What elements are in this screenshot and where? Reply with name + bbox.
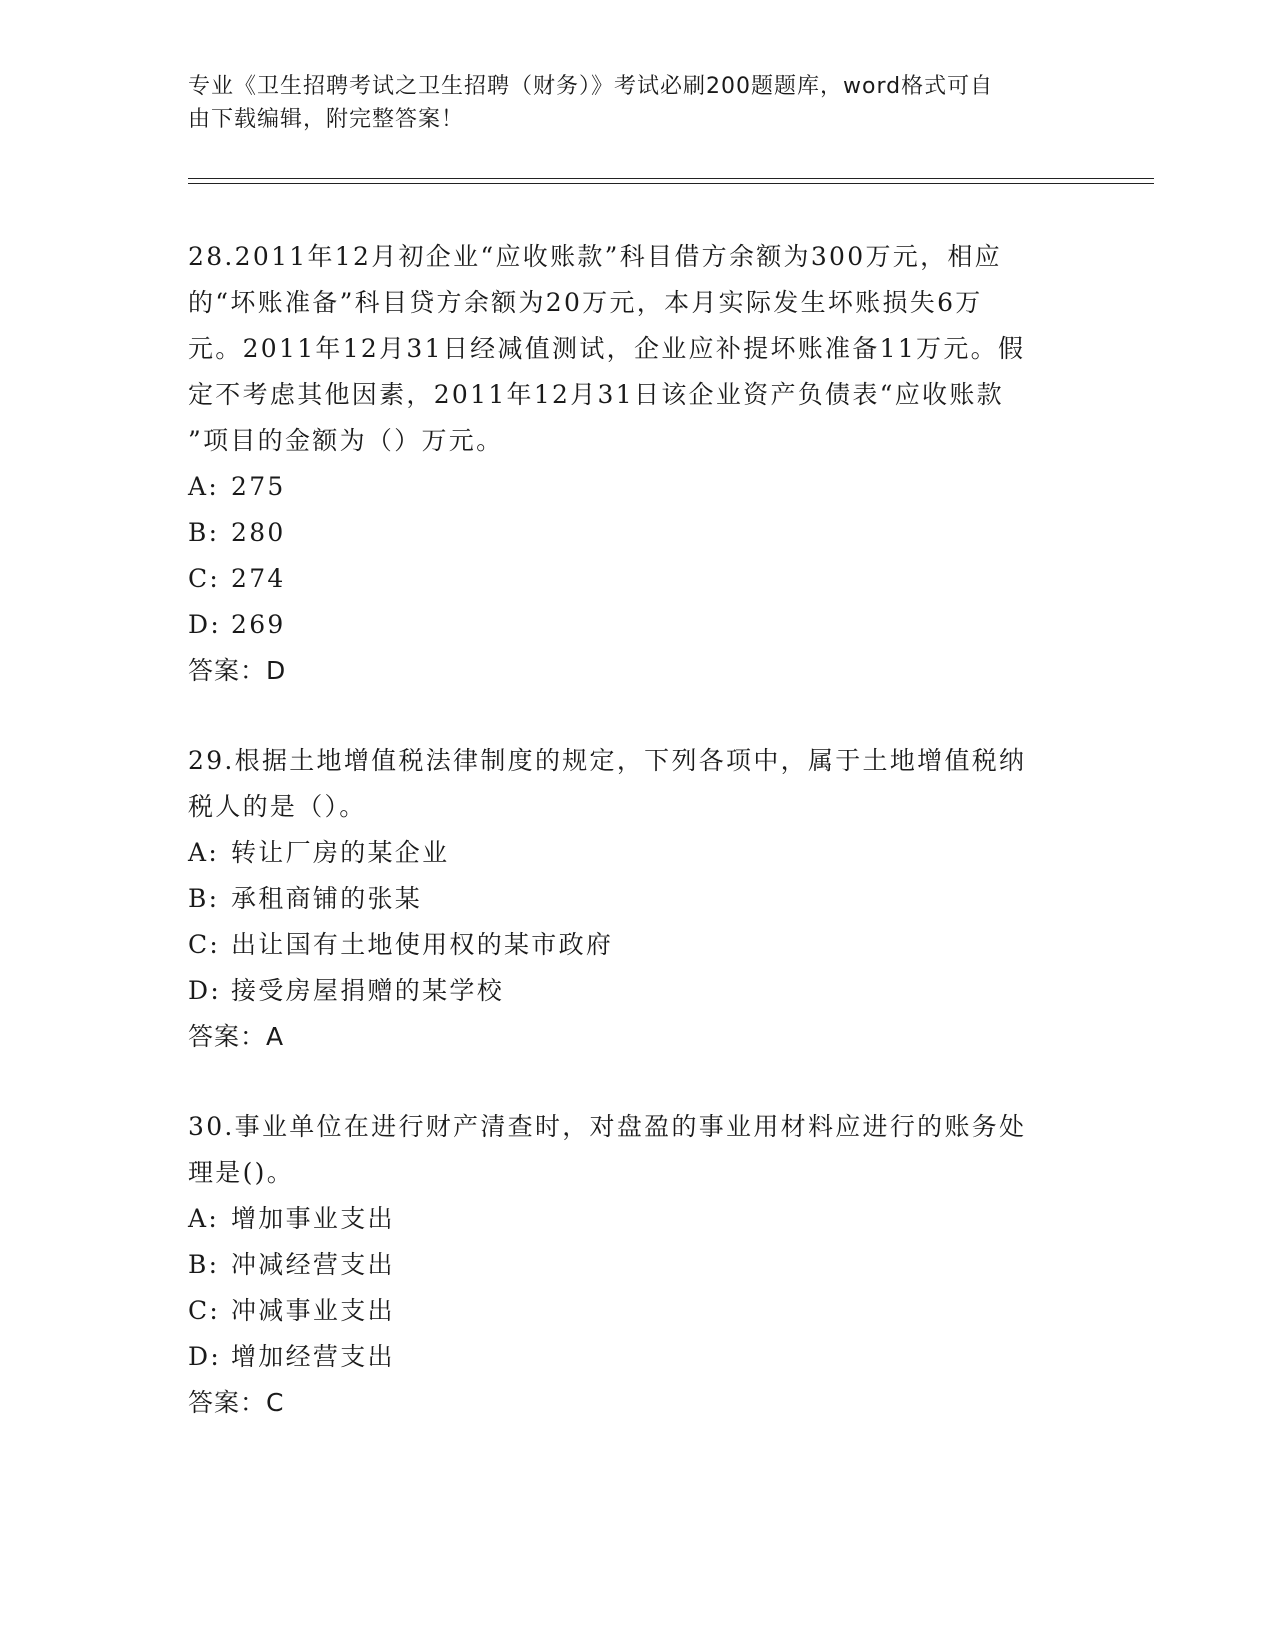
- question-29: [188, 738, 1088, 1060]
- question-stem: [188, 738, 1088, 830]
- option-a: [188, 464, 1088, 510]
- option-text: 274: [231, 564, 286, 593]
- option-text: 接受房屋捐赠的某学校: [231, 976, 505, 1005]
- stem-line: 定不考虑其他因素，2011年12月31日该企业资产负债表“应收账款: [188, 380, 1004, 409]
- option-letter: B:: [188, 518, 220, 547]
- header-line-2: 由下载编辑，附完整答案！: [188, 107, 465, 132]
- stem-line: ”项目的金额为（）万元。: [188, 426, 504, 455]
- option-text: 冲减经营支出: [231, 1250, 395, 1279]
- option-letter: D:: [188, 976, 222, 1005]
- answer-line: 答案：A: [188, 1022, 285, 1051]
- stem-line: 30.事业单位在进行财产清查时，对盘盈的事业用材料应进行的账务处: [188, 1112, 1027, 1141]
- option-letter: B:: [188, 1250, 220, 1279]
- option-text: 冲减事业支出: [231, 1296, 395, 1325]
- stem-line: 元。2011年12月31日经减值测试，企业应补提坏账准备11万元。假: [188, 334, 1026, 363]
- option-b: [188, 876, 1088, 922]
- stem-line: 税人的是（）。: [188, 792, 367, 821]
- option-text: 转让厂房的某企业: [231, 838, 450, 867]
- option-d: [188, 1334, 1088, 1380]
- option-text: 280: [231, 518, 286, 547]
- option-text: 出让国有土地使用权的某市政府: [231, 930, 614, 959]
- question-30: [188, 1104, 1088, 1426]
- question-stem: [188, 234, 1088, 464]
- option-text: 275: [231, 472, 286, 501]
- stem-line: 的“坏账准备”科目贷方余额为20万元，本月实际发生坏账损失6万: [188, 288, 983, 317]
- option-text: 增加经营支出: [231, 1342, 395, 1371]
- option-b: [188, 1242, 1088, 1288]
- option-a: [188, 1196, 1088, 1242]
- option-letter: A:: [188, 472, 220, 501]
- option-d: [188, 602, 1088, 648]
- option-b: [188, 510, 1088, 556]
- stem-line: 理是()。: [188, 1158, 295, 1187]
- option-letter: A:: [188, 1204, 220, 1233]
- question-stem: [188, 1104, 1088, 1196]
- stem-line: 29.根据土地增值税法律制度的规定，下列各项中，属于土地增值税纳: [188, 746, 1027, 775]
- option-letter: C:: [188, 1296, 221, 1325]
- question-28: [188, 234, 1088, 694]
- option-c: [188, 1288, 1088, 1334]
- option-letter: C:: [188, 564, 221, 593]
- stem-line: 28.2011年12月初企业“应收账款”科目借方余额为300万元，相应: [188, 242, 1002, 271]
- option-c: [188, 922, 1088, 968]
- document-header: [188, 70, 1068, 136]
- header-line-1: 专业《卫生招聘考试之卫生招聘（财务）》考试必刷200题题库，word格式可自: [188, 74, 994, 99]
- option-letter: D:: [188, 1342, 222, 1371]
- answer-line: 答案：D: [188, 656, 287, 685]
- option-d: [188, 968, 1088, 1014]
- option-text: 承租商铺的张某: [231, 884, 423, 913]
- option-letter: C:: [188, 930, 221, 959]
- answer-line: 答案：C: [188, 1388, 285, 1417]
- header-divider-top: [188, 178, 1154, 179]
- option-c: [188, 556, 1088, 602]
- option-text: 增加事业支出: [231, 1204, 395, 1233]
- option-text: 269: [231, 610, 286, 639]
- option-letter: D:: [188, 610, 222, 639]
- header-divider-bottom: [188, 183, 1154, 184]
- option-letter: B:: [188, 884, 220, 913]
- option-letter: A:: [188, 838, 220, 867]
- option-a: [188, 830, 1088, 876]
